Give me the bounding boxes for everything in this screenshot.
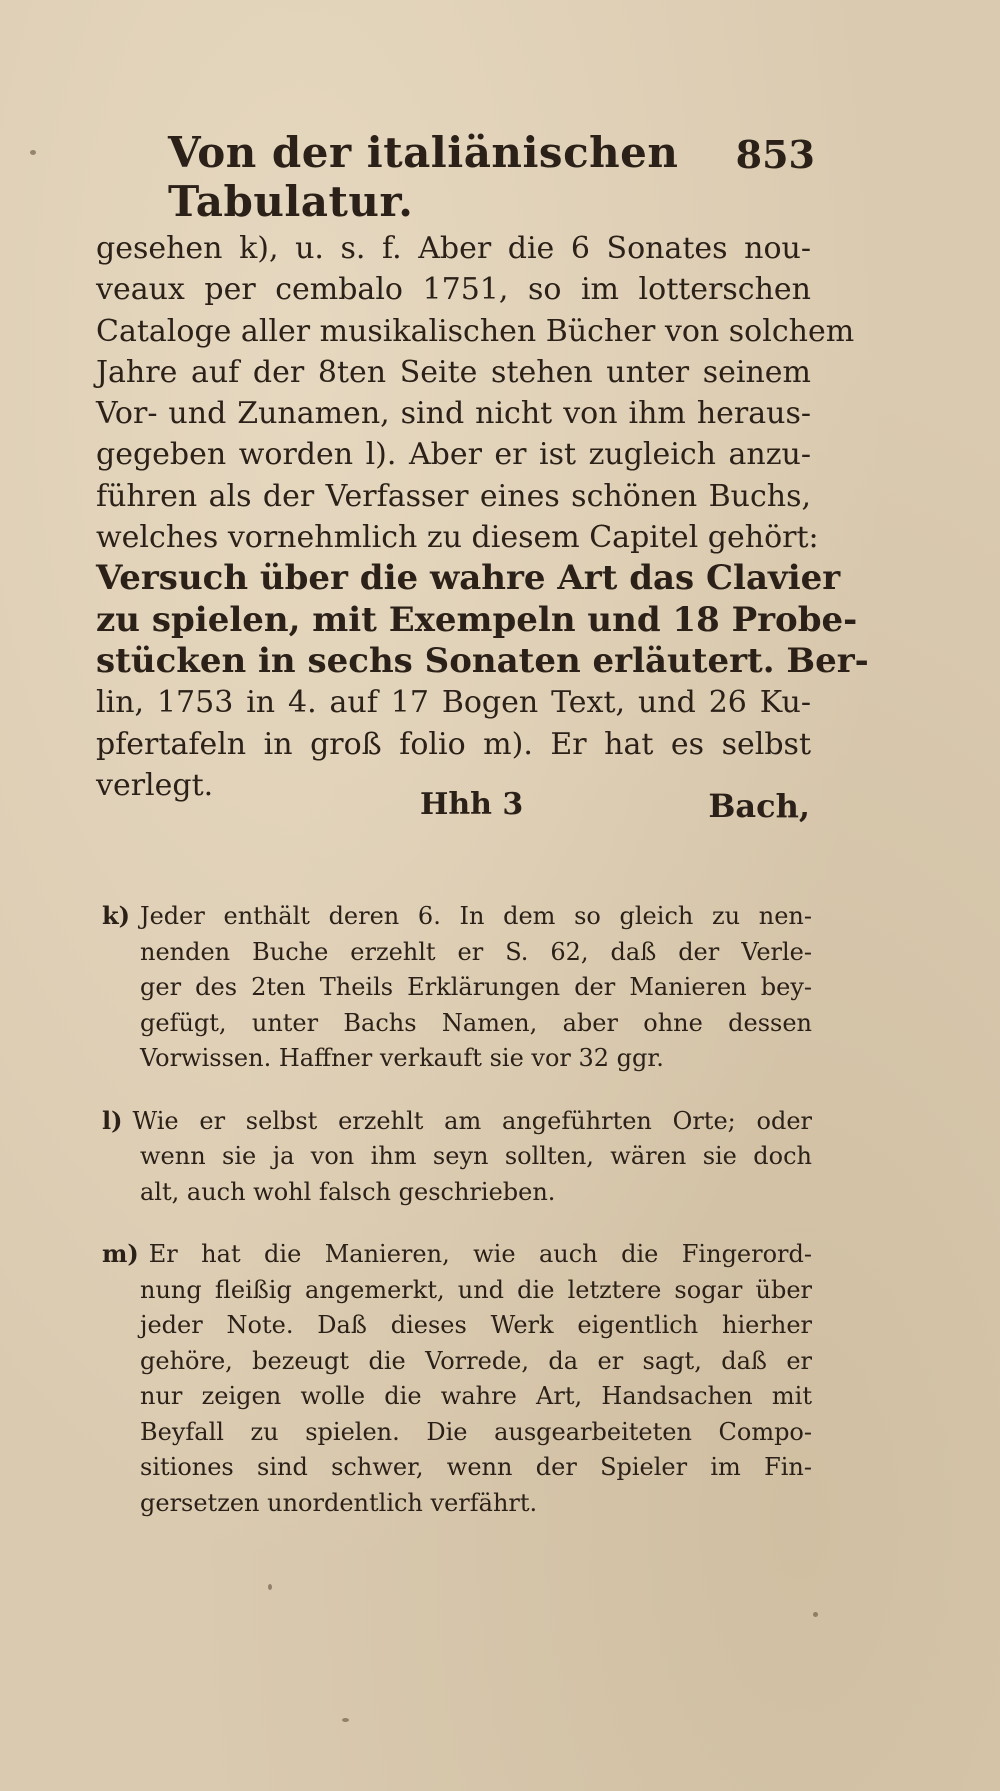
paper-speck — [30, 150, 36, 155]
text-line: Vor- und Zunamen, sind nicht von ihm heraus- — [96, 396, 811, 432]
text-line: pfertafeln in groß folio m). Er hat es selbst — [96, 726, 811, 762]
book-title-line: zu spielen, mit Exempeln und 18 Probe- — [96, 599, 858, 640]
text-line: veaux per cembalo 1751, so im lotterschen — [96, 272, 811, 308]
signature-mark: Hhh 3 — [420, 787, 524, 822]
footnote-line: jeder Note. Daß dieses Werk eigentlich hierher — [140, 1311, 812, 1339]
book-title-line: stücken in sechs Sonaten erläutert. Ber- — [96, 640, 869, 681]
footnote-k — [102, 898, 812, 1077]
paper-speck — [268, 1584, 272, 1590]
book-title-line: Versuch über die wahre Art das Clavier — [96, 558, 841, 599]
text-line: gesehen k), u. s. f. Aber die 6 Sonates nou- — [96, 231, 811, 266]
footnote-line — [102, 1236, 812, 1273]
footnote-line: nung fleißig angemerkt, und die letztere sogar über — [140, 1275, 812, 1304]
footnote-marker: m) — [102, 1239, 139, 1268]
footnote-line: gersetzen unordentlich verfährt. — [140, 1488, 538, 1517]
footnote-line: nur zeigen wolle die wahre Art, Handsachen mit — [140, 1382, 812, 1410]
text-line: gegeben worden l). Aber er ist zugleich anzu- — [96, 437, 811, 473]
footnote-line: alt, auch wohl falsch geschrieben. — [140, 1177, 556, 1206]
catchline — [420, 787, 810, 831]
footnote-m — [102, 1236, 812, 1521]
footnote-marker: l) — [102, 1105, 123, 1135]
paper-speck — [813, 1612, 818, 1617]
main-text — [96, 228, 869, 806]
footnote-line: gefügt, unter Bachs Namen, aber ohne dessen — [140, 1008, 812, 1037]
footnote-line: sitiones sind schwer, wenn der Spieler im Fin- — [140, 1453, 812, 1481]
footnote-line: nenden Buche erzehlt er S. 62, daß der Verle- — [140, 937, 812, 966]
text-line: verlegt. — [96, 767, 214, 803]
catchword: Bach, — [708, 787, 810, 825]
footnote-line: ger des 2ten Theils Erklärungen der Manieren bey- — [140, 973, 812, 1001]
footnote-line — [102, 898, 812, 935]
text-line: Jahre auf der 8ten Seite stehen unter seinem — [96, 354, 811, 390]
text-line: Cataloge aller musikalischen Bücher von solchem — [96, 313, 855, 349]
footnote-line — [102, 1103, 812, 1140]
footnote-line: Beyfall zu spielen. Die ausgearbeiteten Compo- — [140, 1417, 812, 1446]
text-line: welches vornehmlich zu diesem Capitel gehört: — [96, 520, 819, 556]
text-line: lin, 1753 in 4. auf 17 Bogen Text, und 26 Ku- — [96, 685, 811, 721]
footnote-line: gehöre, bezeugt die Vorrede, da er sagt, daß er — [140, 1346, 812, 1375]
running-head: Von der italiänischen Tabulatur. — [168, 128, 679, 226]
paper-speck — [342, 1718, 349, 1722]
footnote-marker: k) — [102, 901, 130, 930]
text-line: führen als der Verfasser eines schönen Buchs, — [96, 478, 811, 514]
footnote-line: Vorwissen. Haffner verkauft sie vor 32 ggr. — [140, 1044, 664, 1072]
footnote-text: Er hat die Manieren, wie auch die Fingerord- — [148, 1240, 812, 1268]
page-number: 853 — [735, 132, 815, 177]
footnotes — [102, 898, 812, 1547]
footnote-text: Jeder enthält deren 6. In dem so gleich zu nen- — [139, 902, 812, 930]
page-header — [120, 128, 815, 226]
footnote-line: wenn sie ja von ihm seyn sollten, wären sie doch — [140, 1142, 812, 1170]
footnote-l — [102, 1103, 812, 1211]
footnote-text: Wie er selbst erzehlt am angeführten Orte; oder — [132, 1106, 812, 1135]
